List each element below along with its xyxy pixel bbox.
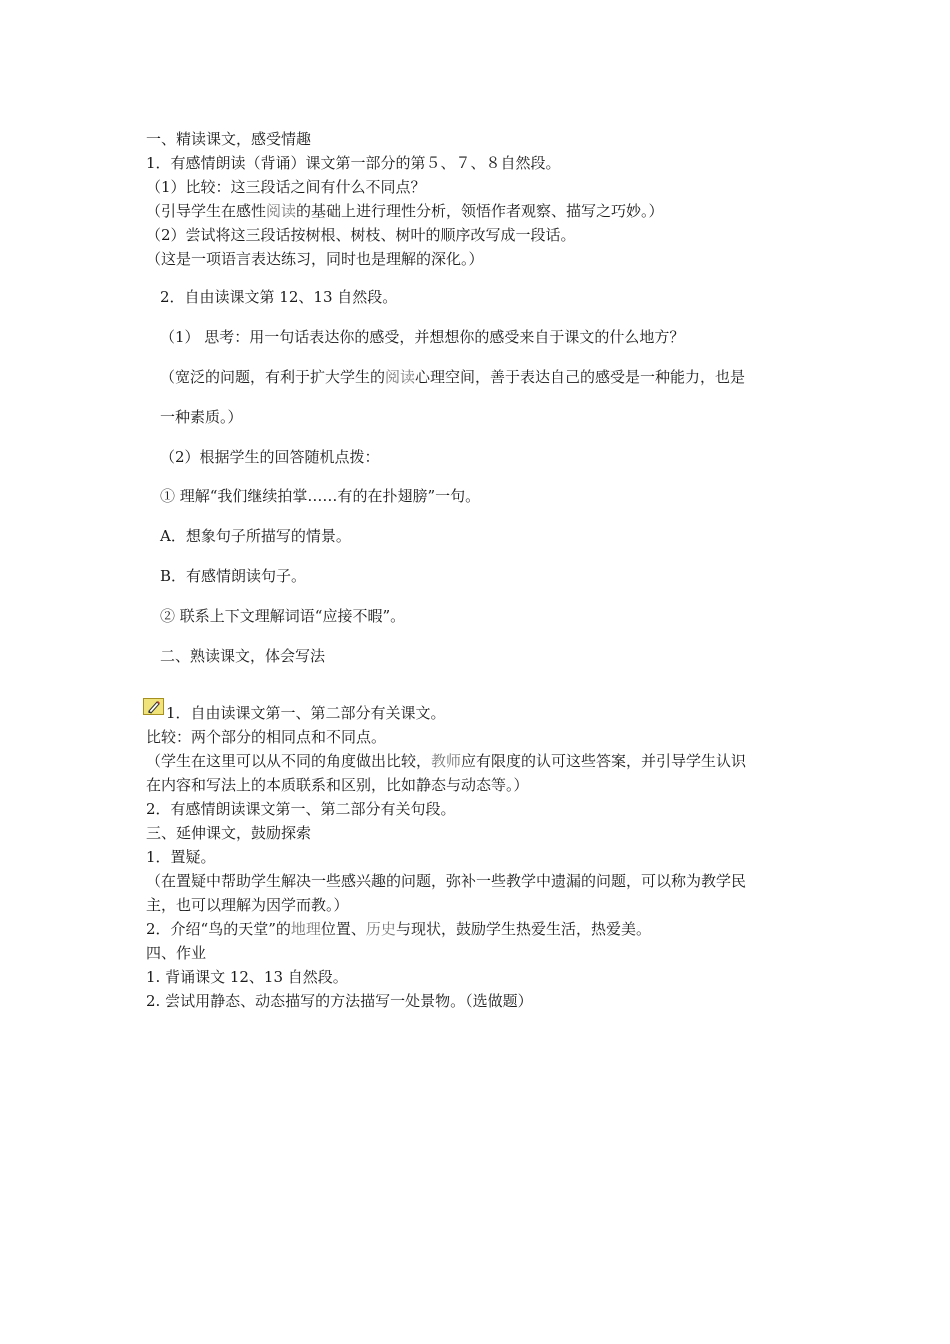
link-reading-2[interactable]: 阅读 — [385, 368, 416, 386]
s1-question-1: （1）比较：这三段话之间有什么不同点？ — [146, 178, 426, 196]
s1-note-2: （这是一项语言表达练习，同时也是理解的深化。） — [146, 250, 484, 268]
section-1-heading: 一、精读课文，感受情趣 — [146, 130, 312, 148]
s1-point-b: B．有感情朗读句子。 — [160, 567, 307, 585]
section-3-heading: 三、延伸课文，鼓励探索 — [146, 824, 312, 842]
s2-note-cont: 在内容和写法上的本质联系和区别，比如静态与动态等。） — [146, 776, 529, 794]
s3-note: （在置疑中帮助学生解决一些感兴趣的问题，弥补一些教学中遗漏的问题，可以称为教学民 — [146, 872, 747, 890]
link-teacher[interactable]: 教师 — [431, 752, 462, 770]
s3-note-cont: 主，也可以理解为因学而教。） — [146, 896, 349, 914]
link-geography[interactable]: 地理 — [290, 920, 321, 938]
section-4-heading: 四、作业 — [146, 944, 207, 962]
s1-circle-2: ② 联系上下文理解词语“应接不暇”。 — [160, 607, 406, 625]
link-history[interactable]: 历史 — [365, 920, 396, 938]
note-edit-icon[interactable] — [143, 698, 164, 715]
s1-note-1: （引导学生在感性阅读的基础上进行理性分析，领悟作者观察、描写之巧妙。） — [146, 202, 664, 220]
s1-point-a: A．想象句子所描写的情景。 — [160, 527, 351, 545]
s2-compare: 比较：两个部分的相同点和不同点。 — [146, 728, 387, 746]
s1-note-3: （宽泛的问题，有利于扩大学生的阅读心理空间，善于表达自己的感受是一种能力，也是 — [160, 368, 746, 386]
link-reading-1[interactable]: 阅读 — [266, 202, 297, 220]
s1-circle-1: ① 理解“我们继续拍掌……有的在扑翅膀”一句。 — [160, 487, 481, 505]
s2-note: （学生在这里可以从不同的角度做出比较，教师应有限度的认可这些答案，并引导学生认识 — [146, 752, 747, 770]
s1-guide: （2）根据学生的回答随机点拨： — [160, 448, 380, 466]
s1-note-3-cont: 一种素质。） — [160, 408, 243, 426]
section-2-heading: 二、熟读课文，体会写法 — [160, 647, 326, 665]
s1-item-2: 2．自由读课文第 12、13 自然段。 — [160, 288, 398, 306]
s2-item-1: 1．自由读课文第一、第二部分有关课文。 — [166, 704, 446, 722]
s2-item-2: 2．有感情朗读课文第一、第二部分有关句段。 — [146, 800, 456, 818]
s1-question-2: （2）尝试将这三段话按树根、树枝、树叶的顺序改写成一段话。 — [146, 226, 576, 244]
s3-item-1: 1．置疑。 — [146, 848, 216, 866]
s1-item-1: 1．有感情朗读（背诵）课文第一部分的第５、７、８自然段。 — [146, 154, 561, 172]
s1-think: （1） 思考：用一句话表达你的感受，并想想你的感受来自于课文的什么地方？ — [160, 328, 685, 346]
s4-item-2: 2. 尝试用静态、动态描写的方法描写一处景物。（选做题） — [146, 992, 533, 1010]
s3-item-2: 2．介绍“鸟的天堂”的地理位置、历史与现状，鼓励学生热爱生活，热爱美。 — [146, 920, 651, 938]
s4-item-1: 1. 背诵课文 12、13 自然段。 — [146, 968, 348, 986]
